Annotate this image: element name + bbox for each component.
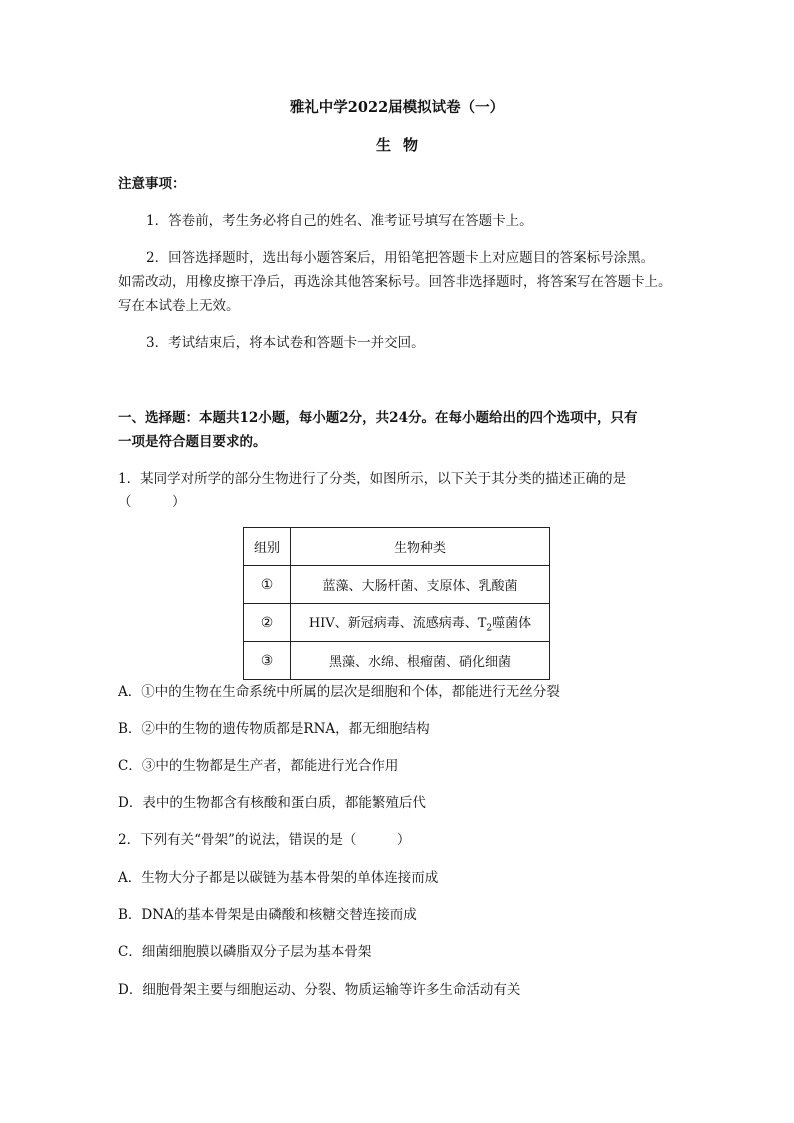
table-cell-group: ② xyxy=(244,604,291,642)
notice-item-2-line-2: 如需改动，用橡皮擦干净后，再选涂其他答案标号。回答非选择题时，将答案写在答题卡上。 xyxy=(118,274,672,290)
table-row xyxy=(244,642,550,680)
table-cell-species xyxy=(291,604,550,642)
notice-heading: 注意事项： xyxy=(118,176,186,192)
species-text-suffix: 噬菌体 xyxy=(492,615,532,631)
q2-option-a: A．生物大分子都是以碳链为基本骨架的单体连接而成 xyxy=(118,870,439,886)
subject-title: 生物 xyxy=(375,136,430,154)
species-subscript: 2 xyxy=(486,623,493,634)
section-heading-line-2: 一项是符合题目要求的。 xyxy=(118,434,267,450)
q2-stem: 2．下列有关“骨架”的说法，错误的是（ ） xyxy=(118,832,411,848)
q1-option-d: D．表中的生物都含有核酸和蛋白质，都能繁殖后代 xyxy=(118,795,426,811)
table-cell-group: ① xyxy=(244,566,291,604)
table-row xyxy=(244,566,550,604)
q2-option-c: C．细菌细胞膜以磷脂双分子层为基本骨架 xyxy=(118,944,372,960)
q2-option-d: D．细胞骨架主要与细胞运动、分裂、物质运输等许多生命活动有关 xyxy=(118,982,521,998)
section-heading-line-1: 一、选择题：本题共12小题，每小题2分，共24分。在每小题给出的四个选项中，只有 xyxy=(118,410,638,426)
table-cell-group: ③ xyxy=(244,642,291,680)
q1-option-b: B．②中的生物的遗传物质都是RNA，都无细胞结构 xyxy=(118,721,430,737)
q1-stem-line-2: （ ） xyxy=(118,494,186,510)
notice-item-1: 1．答卷前，考生务必将自己的姓名、准考证号填写在答题卡上。 xyxy=(146,213,533,229)
species-text: HIV、新冠病毒、流感病毒、T xyxy=(308,615,487,631)
table-row xyxy=(244,604,550,642)
table-cell-species: 蓝藻、大肠杆菌、支原体、乳酸菌 xyxy=(291,566,550,604)
q2-option-b: B．DNA的基本骨架是由磷酸和核糖交替连接而成 xyxy=(118,907,417,923)
table-cell-species: 黑藻、水绵、根瘤菌、硝化细菌 xyxy=(291,642,550,680)
notice-item-3: 3．考试结束后，将本试卷和答题卡一并交回。 xyxy=(146,335,425,351)
exam-title: 雅礼中学2022届模拟试卷（一） xyxy=(289,99,505,116)
q1-option-c: C．③中的生物都是生产者，都能进行光合作用 xyxy=(118,758,399,774)
q1-option-a: A．①中的生物在生命系统中所属的层次是细胞和个体，都能进行无丝分裂 xyxy=(118,684,560,700)
table-header-group: 组别 xyxy=(244,528,291,566)
q1-species-table xyxy=(243,527,550,680)
notice-item-2-line-3: 写在本试卷上无效。 xyxy=(118,298,240,314)
notice-item-2-line-1: 2．回答选择题时，选出每小题答案后，用铅笔把答题卡上对应题目的答案标号涂黑。 xyxy=(146,250,655,266)
table-header-species: 生物种类 xyxy=(291,528,550,566)
q1-stem-line-1: 1．某同学对所学的部分生物进行了分类，如图所示，以下关于其分类的描述正确的是 xyxy=(118,471,627,487)
table-header-row xyxy=(244,528,550,566)
